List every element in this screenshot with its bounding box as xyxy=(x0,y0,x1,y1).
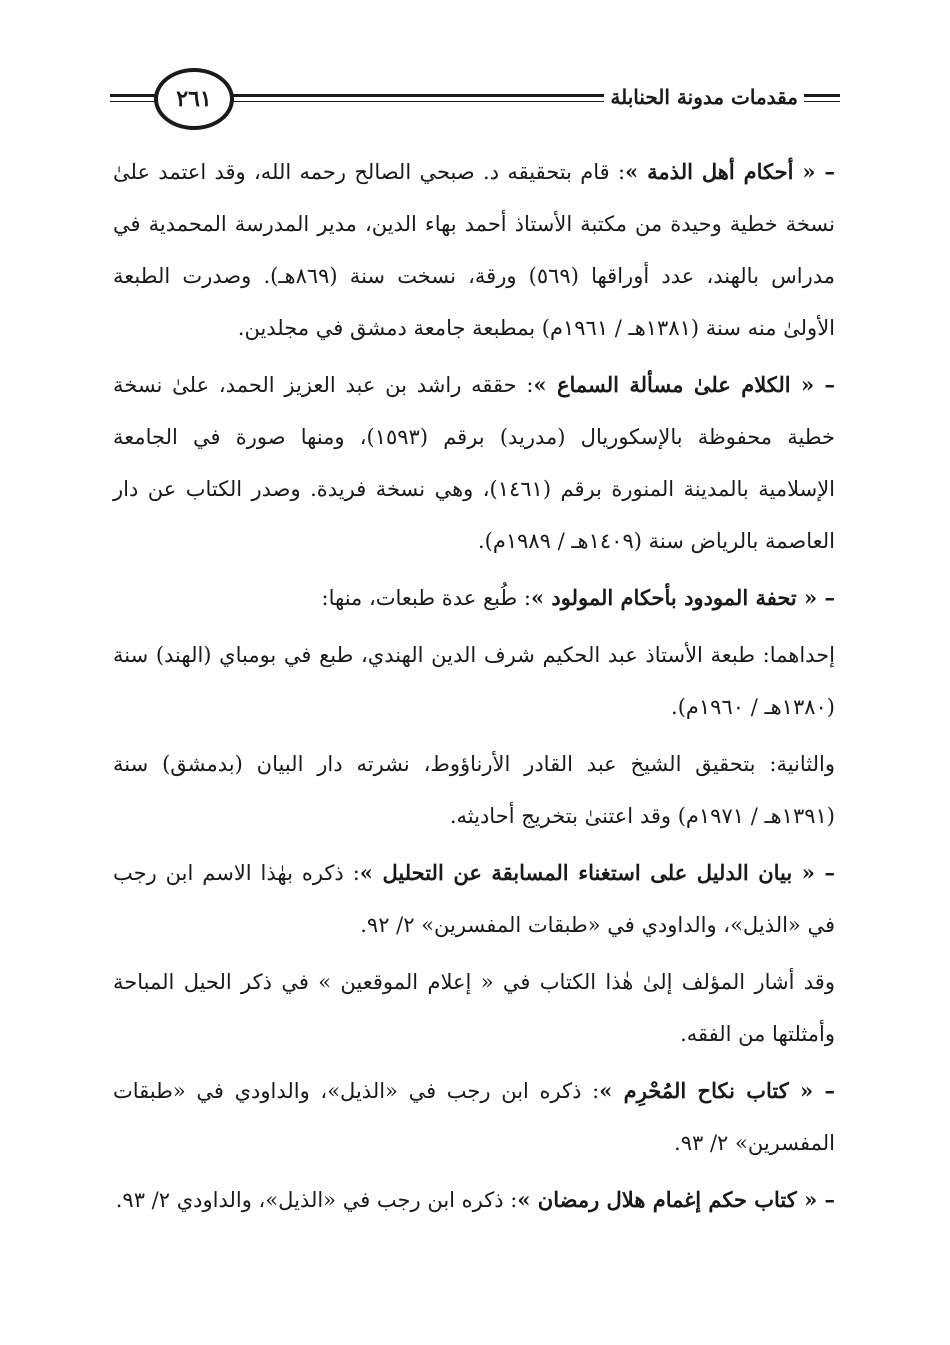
paragraph: – « بيان الدليل على استغناء المسابقة عن التحليل »: ذكره بهٰذا الاسم ابن رجب في «الذيل»، والداودي في «طبقات المفسرين» ٢/ ٩٢. xyxy=(113,860,835,937)
header-rule-left-thin xyxy=(110,101,160,102)
paragraph: – « تحفة المودود بأحكام المولود »: طُبع عدة طبعات، منها: xyxy=(321,585,835,610)
paragraph: – « كتاب حكم إغمام هلال رمضان »: ذكره ابن رجب في «الذيل»، والداودي ٢/ ٩٣. xyxy=(115,1187,835,1212)
running-title: مقدمات مدونة الحنابلة xyxy=(604,85,804,109)
header-rule-left xyxy=(110,94,160,97)
page-number: ٢٦١ xyxy=(154,68,234,130)
page-header xyxy=(110,68,840,134)
paragraph: والثانية: بتحقيق الشيخ عبد القادر الأرناؤوط، نشرته دار البيان (بدمشق) سنة (١٣٩١هـ / ١٩٧١م) وقد اعتنىٰ بتخريج أحاديثه. xyxy=(113,752,835,828)
paragraph: وقد أشار المؤلف إلىٰ هٰذا الكتاب في « إعلام الموقعين » في ذكر الحيل المباحة وأمثلتها من الفقه. xyxy=(113,970,835,1046)
body-text xyxy=(113,146,835,1231)
paragraph: – « الكلام علىٰ مسألة السماع »: حققه راشد بن عبد العزيز الحمد، علىٰ نسخة خطية محفوظة بالإسكوريال (مدريد) برقم (١٥٩٣)، ومنها صورة في الجامعة الإسلامية بالمدينة المنورة برقم (١٤٦١)، وهي نسخة فريدة. وصدر الكتاب عن دار العاصمة بالرياض سنة (١٤٠٩هـ / ١٩٨٩م). xyxy=(113,372,836,553)
paragraph: – « كتاب نكاح المُحْرِم »: ذكره ابن رجب في «الذيل»، والداودي في «طبقات المفسرين» ٢/ ٩٣. xyxy=(113,1078,835,1155)
paragraph: – « أحكام أهل الذمة »: قام بتحقيقه د. صبحي الصالح رحمه الله، وقد اعتمد علىٰ نسخة خطية وحيدة من مكتبة الأستاذ أحمد بهاء الدين، مدير المدرسة المحمدية في مدراس بالهند، عدد أوراقها (٥٦٩) ورقة، نسخت سنة (٨٦٩هـ). وصدرت الطبعة الأولىٰ منه سنة (١٣٨١هـ / ١٩٦١م) بمطبعة جامعة دمشق في مجلدين. xyxy=(113,159,835,340)
paragraph: إحداهما: طبعة الأستاذ عبد الحكيم شرف الدين الهندي، طبع في بومباي (الهند) سنة (١٣٨٠هـ / ١٩٦٠م). xyxy=(113,643,835,719)
